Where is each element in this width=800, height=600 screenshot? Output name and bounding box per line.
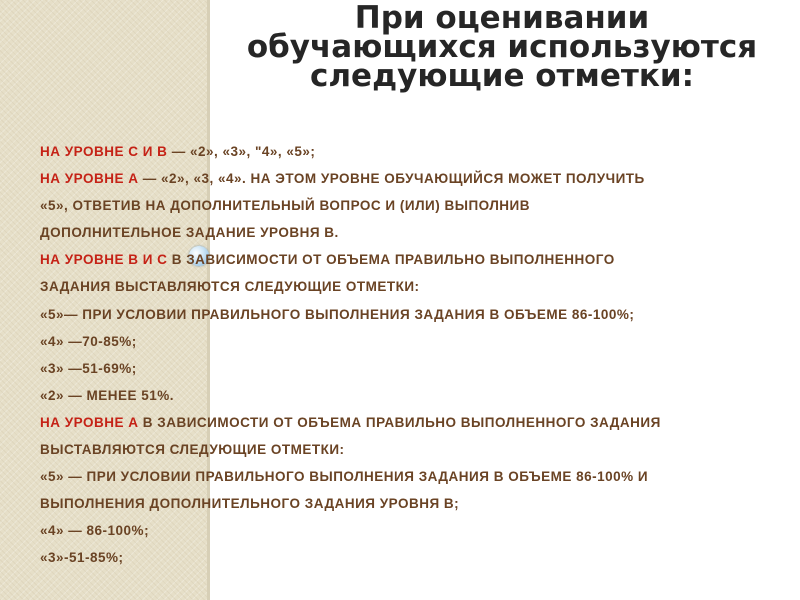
text-line xyxy=(40,463,792,490)
text-line xyxy=(40,382,792,409)
text-line xyxy=(40,273,792,300)
text-segment: В ЗАВИСИМОСТИ ОТ ОБЪЕМА ПРАВИЛЬНО ВЫПОЛНЕННОГО ЗАДАНИЯ xyxy=(138,414,661,430)
text-line xyxy=(40,436,792,463)
text-segment: «5» — ПРИ УСЛОВИИ ПРАВИЛЬНОГО ВЫПОЛНЕНИЯ ЗАДАНИЯ В ОБЪЕМЕ 86-100% И xyxy=(40,469,649,485)
text-segment: «3»-51-85%; xyxy=(40,550,124,566)
text-line xyxy=(40,192,792,219)
text-line xyxy=(40,246,792,273)
text-segment: ДОПОЛНИТЕЛЬНОЕ ЗАДАНИЕ УРОВНЯ В. xyxy=(40,225,339,241)
text-line xyxy=(40,138,792,165)
text-segment: — «2», «3», "4», «5»; xyxy=(167,144,316,159)
text-segment: «4» — 86-100%; xyxy=(40,523,150,539)
text-line xyxy=(40,355,792,382)
text-line xyxy=(40,490,792,517)
level-label: НА УРОВНЕ С И В xyxy=(40,144,168,159)
text-line xyxy=(40,301,792,328)
text-segment: В ЗАВИСИМОСТИ ОТ ОБЪЕМА ПРАВИЛЬНО ВЫПОЛНЕННОГО xyxy=(167,252,615,268)
level-label: НА УРОВНЕ А xyxy=(40,171,139,187)
text-line xyxy=(40,409,792,436)
text-segment: «3» —51-69%; xyxy=(40,360,137,376)
text-segment: ВЫСТАВЛЯЮТСЯ СЛЕДУЮЩИЕ ОТМЕТКИ: xyxy=(40,442,345,458)
level-label: НА УРОВНЕ В И С xyxy=(40,252,168,268)
text-segment: ВЫПОЛНЕНИЯ ДОПОЛНИТЕЛЬНОГО ЗАДАНИЯ УРОВНЯ В; xyxy=(40,496,460,512)
text-line xyxy=(40,165,792,192)
text-segment: «5»— ПРИ УСЛОВИИ ПРАВИЛЬНОГО ВЫПОЛНЕНИЯ ЗАДАНИЯ В ОБЪЕМЕ 86-100%; xyxy=(40,306,635,322)
text-line xyxy=(40,328,792,355)
text-line xyxy=(40,219,792,246)
text-segment: — «2», «3, «4». НА ЭТОМ УРОВНЕ ОБУЧАЮЩИЙСЯ МОЖЕТ ПОЛУЧИТЬ xyxy=(138,171,645,187)
text-segment: ЗАДАНИЯ ВЫСТАВЛЯЮТСЯ СЛЕДУЮЩИЕ ОТМЕТКИ: xyxy=(40,279,420,295)
text-line xyxy=(40,544,792,571)
text-segment: «4» —70-85%; xyxy=(40,333,137,349)
slide-body-text xyxy=(40,138,792,572)
text-segment: «2» — МЕНЕЕ 51%. xyxy=(40,387,175,403)
text-segment: «5», ОТВЕТИВ НА ДОПОЛНИТЕЛЬНЫЙ ВОПРОС И (ИЛИ) ВЫПОЛНИВ xyxy=(40,198,531,214)
level-label: НА УРОВНЕ А xyxy=(40,414,139,430)
text-line xyxy=(40,517,792,544)
slide-title: При оценивании обучающихся используются следующие отметки: xyxy=(246,0,758,94)
